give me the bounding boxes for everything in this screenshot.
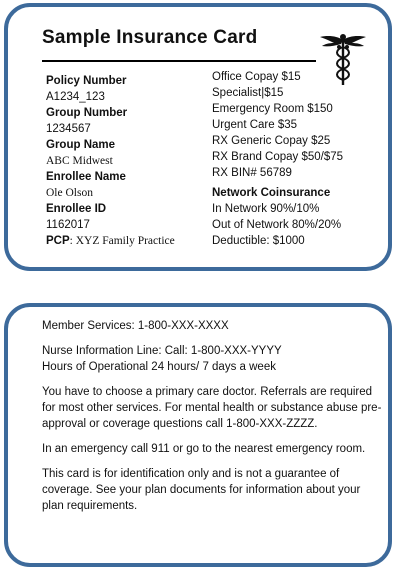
pcp-label: PCP (46, 235, 70, 247)
pcp-line (46, 233, 216, 249)
policy-number-label: Policy Number (46, 75, 127, 87)
emergency-room-copay: Emergency Room $150 (212, 103, 333, 115)
group-number-value: 1234567 (46, 123, 91, 135)
out-of-network-coinsurance: Out of Network 80%/20% (212, 219, 342, 231)
deductible: Deductible: $1000 (212, 235, 305, 247)
hours-line: Hours of Operational 24 hours/ 7 days a week (42, 361, 276, 373)
specialist-copay: Specialist|$15 (212, 87, 284, 99)
group-number-label: Group Number (46, 107, 128, 119)
insurance-card-front (4, 3, 392, 271)
group-name-value: ABC Midwest (46, 155, 113, 167)
rx-generic-copay: RX Generic Copay $25 (212, 135, 331, 147)
member-info (46, 73, 216, 249)
primary-care-notice: You have to choose a primary care doctor. Referrals are required for most other services. For mental health or substance abuse pre-approval or coverage questions call 1-800-XXX-ZZZZ. (42, 386, 382, 430)
back-text (42, 318, 382, 523)
group-name-label: Group Name (46, 139, 116, 151)
enrollee-name-value: Ole Olson (46, 187, 93, 199)
emergency-notice: In an emergency call 911 or go to the nearest emergency room. (42, 443, 366, 455)
title-underline (42, 60, 316, 62)
member-services-line: Member Services: 1-800-XXX-XXXX (42, 320, 229, 332)
policy-number-value: A1234_123 (46, 91, 105, 103)
insurance-card-back (4, 303, 392, 567)
nurse-line: Nurse Information Line: Call: 1-800-XXX-YYYY (42, 345, 282, 357)
office-copay: Office Copay $15 (212, 71, 301, 83)
network-coinsurance-heading: Network Coinsurance (212, 187, 331, 199)
card-title: Sample Insurance Card (42, 27, 258, 48)
rx-bin: RX BIN# 56789 (212, 167, 292, 179)
enrollee-name-label: Enrollee Name (46, 171, 126, 183)
benefits-info (212, 69, 387, 249)
enrollee-id-label: Enrollee ID (46, 203, 107, 215)
pcp-value: : XYZ Family Practice (69, 235, 175, 247)
urgent-care-copay: Urgent Care $35 (212, 119, 298, 131)
disclaimer: This card is for identification only and is not a guarantee of coverage. See your plan documents for information about your plan requirements. (42, 468, 361, 512)
rx-brand-copay: RX Brand Copay $50/$75 (212, 151, 344, 163)
in-network-coinsurance: In Network 90%/10% (212, 203, 320, 215)
enrollee-id-value: 1162017 (46, 219, 90, 231)
